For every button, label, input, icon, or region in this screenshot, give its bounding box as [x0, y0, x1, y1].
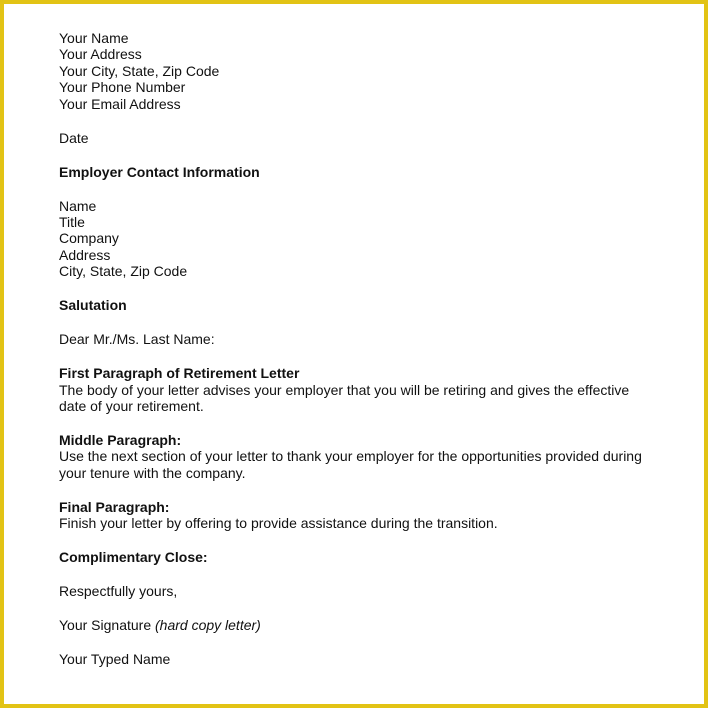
- sender-block: [59, 30, 659, 112]
- final-paragraph-line-1: Finish your letter by offering to provide assistance during the transition.: [59, 515, 498, 532]
- typed-name: Your Typed Name: [59, 651, 171, 668]
- signature-line: [59, 617, 659, 633]
- sender-address: Your Address: [59, 46, 142, 63]
- sender-email: Your Email Address: [59, 95, 181, 112]
- first-paragraph-heading: First Paragraph of Retirement Letter: [59, 365, 300, 382]
- signature-label: Your Signature: [59, 617, 152, 634]
- retirement-letter-template: [59, 30, 659, 668]
- salutation-heading: Salutation: [59, 297, 127, 314]
- salutation-text: Dear Mr./Ms. Last Name:: [59, 331, 215, 348]
- first-paragraph-section: [59, 365, 659, 414]
- employer-name: Name: [59, 197, 97, 214]
- first-paragraph-line-1: The body of your letter advises your employer that you will be retiring and gives the effective: [59, 381, 630, 398]
- middle-paragraph-line-2: your tenure with the company.: [59, 464, 246, 481]
- complimentary-close-text: Respectfully yours,: [59, 583, 178, 600]
- final-paragraph-heading: Final Paragraph:: [59, 498, 170, 515]
- employer-contact-heading: Employer Contact Information: [59, 163, 260, 180]
- date-line: Date: [59, 129, 89, 146]
- sender-name: Your Name: [59, 30, 129, 46]
- middle-paragraph-section: [59, 432, 659, 481]
- first-paragraph-line-2: date of your retirement.: [59, 398, 204, 415]
- employer-contact-block: [59, 198, 659, 280]
- employer-address: Address: [59, 246, 111, 263]
- signature-note: (hard copy letter): [155, 617, 261, 634]
- sender-phone: Your Phone Number: [59, 79, 186, 96]
- final-paragraph-section: [59, 499, 659, 532]
- employer-title: Title: [59, 214, 85, 231]
- sender-city-state-zip: Your City, State, Zip Code: [59, 62, 220, 79]
- employer-company: Company: [59, 230, 119, 247]
- middle-paragraph-heading: Middle Paragraph:: [59, 432, 182, 449]
- complimentary-close-heading: Complimentary Close:: [59, 549, 208, 566]
- employer-city-state-zip: City, State, Zip Code: [59, 263, 188, 280]
- middle-paragraph-line-1: Use the next section of your letter to thank your employer for the opportunities provided during: [59, 448, 642, 465]
